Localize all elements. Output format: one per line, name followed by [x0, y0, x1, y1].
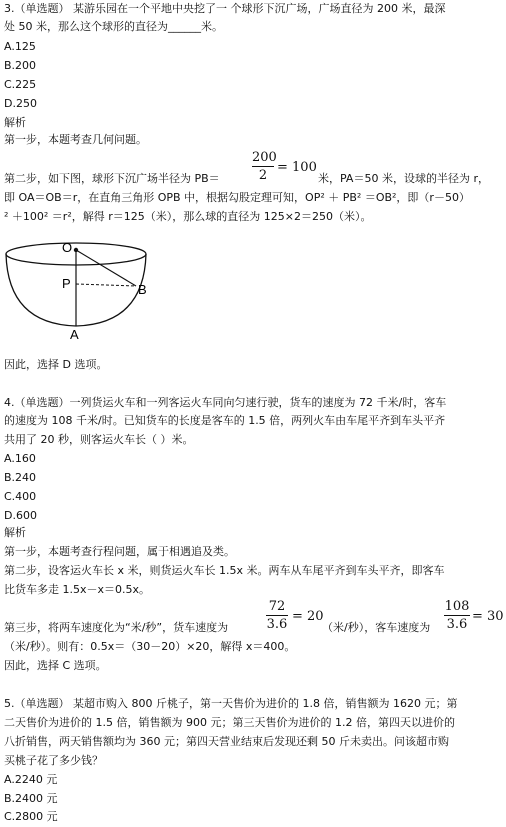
q3-frac-den: 2 [258, 168, 268, 183]
q4-stem-line3: 共用了 20 秒，则客运火车长（ ）米。 [4, 433, 194, 446]
q5-option-b: B.2400 元 [4, 792, 58, 805]
q3-option-d: D.250 [4, 97, 37, 110]
q4-step3-pre: 第三步，将两车速度化为“米/秒”，货车速度为 [4, 621, 229, 634]
q4-frac1-den: 3.6 [266, 617, 288, 632]
q3-step2-post: 米，PA＝50 米，设球的半径为 r， [318, 172, 489, 185]
q3-stem-line2: 处 50 米，那么这个球形的直径为______米。 [4, 20, 223, 33]
q4-frac2-bar [444, 615, 470, 616]
q3-frac-equals: = 100 [277, 160, 317, 175]
q4-option-a: A.160 [4, 452, 36, 465]
q3-fraction [252, 150, 277, 183]
q4-frac2-num: 108 [444, 599, 470, 614]
q5-stem-line1: 5.（单选题） 某超市购入 800 斤桃子，第一天售价为进价的 1.8 倍，销售额为 1620 元；第 [4, 697, 458, 710]
q3-option-c: C.225 [4, 78, 37, 91]
label-a: A [70, 327, 79, 342]
q4-step1: 第一步，本题考查行程问题，属于相遇追及类。 [4, 545, 235, 558]
q4-option-d: D.600 [4, 509, 37, 522]
q4-frac1-equals: = 20 [292, 609, 324, 624]
q3-conclusion: 因此，选择 D 选项。 [4, 358, 108, 371]
q4-stem-line1: 4.（单选题）一列货运火车和一列客运火车同向匀速行驶，货车的速度为 72 千米/时，客车 [4, 396, 447, 409]
q3-frac-bar [252, 166, 274, 167]
q4-option-c: C.400 [4, 490, 37, 503]
q5-stem-line4: 买桃子花了多少钱？ [4, 754, 103, 767]
segment-pb [76, 284, 136, 286]
radius-ob [76, 250, 136, 286]
q4-conclusion: 因此，选择 C 选项。 [4, 659, 107, 672]
q4-step3-mid: （米/秒），客车速度为 [322, 621, 431, 634]
q3-step2-line2: 即 OA＝OB＝r，在直角三角形 OPB 中，根据勾股定理可知，OP² ＋ PB² ＝OB²，即（r－50） [4, 191, 470, 204]
q3-step2-line3: ² ＋100² ＝r²，解得 r＝125（米），那么球的直径为 125×2＝250（米）。 [4, 210, 372, 223]
q4-frac2-den: 3.6 [446, 617, 468, 632]
point-o [74, 248, 78, 252]
q5-stem-line2: 二天售价为进价的 1.5 倍，销售额为 900 元；第三天售价为进价的 1.2 倍，第四天以进价的 [4, 716, 455, 729]
q3-analysis-label: 解析 [4, 116, 26, 129]
q3-option-a: A.125 [4, 40, 36, 53]
q3-option-b: B.200 [4, 59, 37, 72]
q4-frac1-bar [266, 615, 288, 616]
q3-step1: 第一步，本题考查几何问题。 [4, 133, 147, 146]
label-p: P [62, 276, 71, 291]
label-b: B [138, 282, 147, 297]
label-o: O [62, 240, 73, 255]
q4-option-b: B.240 [4, 471, 37, 484]
q4-frac2-equals: = 30 [472, 609, 504, 624]
q4-analysis-label: 解析 [4, 526, 26, 539]
q5-option-a: A.2240 元 [4, 773, 58, 786]
q4-stem-line2: 的速度为 108 千米/时。已知货车的长度是客车的 1.5 倍，两列火车由车尾平齐到车头平齐 [4, 414, 446, 427]
q4-step3-line2: （米/秒）。则有：0.5x＝（30－20）×20，解得 x＝400。 [4, 640, 296, 653]
q4-fraction-2 [444, 599, 470, 632]
q3-frac-num: 200 [252, 150, 277, 165]
q4-step2-line1: 第二步，设客运火车长 x 米，则货运火车长 1.5x 米。两车从车尾平齐到车头平齐，即客车 [4, 564, 445, 577]
q3-step2-pre: 第二步，如下图，球形下沉广场半径为 PB＝ [4, 172, 220, 185]
q4-frac1-num: 72 [268, 599, 286, 614]
q5-option-c: C.2800 元 [4, 810, 58, 823]
q3-stem-line1: 3.（单选题） 某游乐园在一个平地中央挖了一 个球形下沉广场，广场直径为 200 米，最深 [4, 2, 446, 15]
hemisphere-diagram [2, 236, 152, 342]
q4-step2-line2: 比货车多走 1.5x－x＝0.5x。 [4, 583, 151, 596]
q4-fraction-1 [266, 599, 288, 632]
q5-stem-line3: 八折销售，两天销售额均为 360 元；第四天营业结束后发现还剩 50 斤未卖出。问该超市购 [4, 735, 449, 748]
